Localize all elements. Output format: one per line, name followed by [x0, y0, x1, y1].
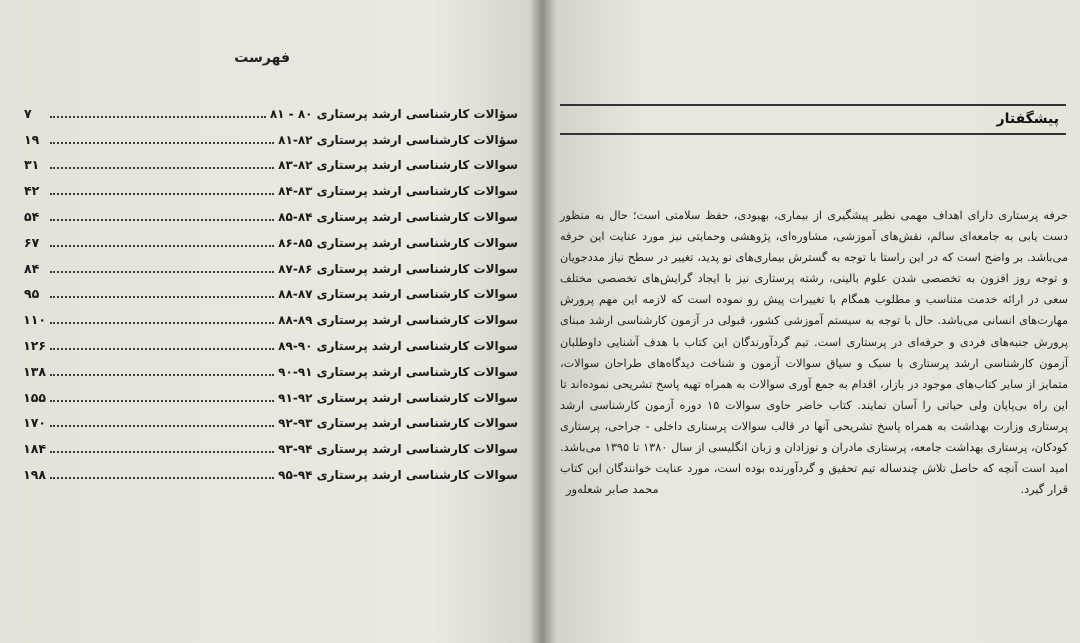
toc-entry-label: سؤالات کارشناسی ارشد پرستاری ۸۰ - ۸۱: [269, 106, 518, 121]
toc-row: [24, 302, 518, 328]
toc-row: [24, 122, 518, 148]
top-rule: [560, 104, 1066, 106]
toc-page-number: ۱۲۶: [23, 337, 46, 353]
toc-page-number: ۱۹: [24, 131, 40, 147]
toc-row: [24, 148, 518, 174]
toc-row: [24, 225, 518, 251]
toc-entry-label: سوالات کارشناسی ارشد پرستاری ۸۲-۸۳: [278, 158, 518, 173]
toc-row: [24, 173, 518, 199]
toc-page-number: ۴۲: [24, 183, 40, 199]
toc-row: [24, 96, 518, 122]
toc-list: [24, 96, 518, 483]
toc-row: [24, 431, 518, 457]
toc-entry-label: سؤالات کارشناسی ارشد پرستاری ۸۲-۸۱: [278, 132, 518, 147]
toc-entry-label: سوالات کارشناسی ارشد پرستاری ۹۰-۸۹: [278, 338, 518, 353]
toc-entry-label: سوالات کارشناسی ارشد پرستاری ۹۱-۹۰: [278, 364, 518, 379]
toc-entry-label: سوالات کارشناسی ارشد پرستاری ۹۳-۹۲: [278, 416, 518, 431]
toc-page-number: ۶۷: [24, 234, 40, 250]
toc-entry-label: سوالات کارشناسی ارشد پرستاری ۸۷-۸۸: [278, 287, 518, 302]
toc-page-number: ۱۷۰: [23, 415, 46, 431]
toc-page-number: ۱۳۸: [23, 363, 46, 379]
toc-page-number: ۱۵۵: [23, 389, 46, 405]
bottom-rule: [560, 133, 1066, 135]
toc-dot-leader: [50, 218, 274, 221]
toc-entry-label: سوالات کارشناسی ارشد پرستاری ۹۴-۹۵: [278, 467, 518, 482]
preface-page: [548, 0, 1080, 643]
toc-page-number: ۱۸۴: [23, 441, 46, 457]
toc-dot-leader: [50, 295, 274, 298]
toc-dot-leader: [50, 399, 274, 402]
toc-row: [24, 457, 518, 483]
toc-dot-leader: [50, 166, 274, 169]
toc-row: [24, 277, 518, 303]
toc-page-number: ۸۴: [24, 260, 40, 276]
toc-row: [24, 199, 518, 225]
toc-entry-label: سوالات کارشناسی ارشد پرستاری ۸۶-۸۷: [278, 261, 518, 276]
toc-dot-leader: [50, 270, 274, 273]
toc-page-number: ۹۵: [24, 286, 40, 302]
toc-page-number: ۱۱۰: [23, 312, 46, 328]
toc-dot-leader: [50, 424, 274, 427]
toc-page-number: ۳۱: [24, 157, 40, 173]
toc-entry-label: سوالات کارشناسی ارشد پرستاری ۸۳-۸۴: [278, 184, 518, 199]
toc-dot-leader: [50, 321, 274, 324]
toc-row: [24, 328, 518, 354]
toc-entry-label: سوالات کارشناسی ارشد پرستاری ۸۹-۸۸: [278, 313, 518, 328]
toc-dot-leader: [50, 115, 266, 118]
toc-entry-label: سوالات کارشناسی ارشد پرستاری ۹۴-۹۳: [278, 442, 518, 457]
toc-page-number: ۵۴: [24, 208, 40, 224]
toc-entry-label: سوالات کارشناسی ارشد پرستاری ۹۲-۹۱: [278, 390, 518, 405]
toc-entry-label: سوالات کارشناسی ارشد پرستاری ۸۴-۸۵: [278, 209, 518, 224]
toc-dot-leader: [50, 192, 274, 195]
preface-body: حرفه پرستاری دارای اهداف مهمی نظیر پیشگیری از بیماری، بهبودی، حفظ سلامتی است؛ حال به منظور دست یابی به جامعه‌ای سالم، نقش‌های آموزشی، مشاوره‌ای، پژوهشی وحمایتی نیز مورد عنایت این حرفه می‌باشد. بر واضح است که در این راستا با توجه به گسترش بیماری‌های نو پدید، تغییر در سطح نیاز مددجویان و توجه روز افزون به تخصصی شدن علوم بالینی، رشته پرستاری نیز با ایجاد گرایش‌های تخصصی مختلف سعی در ارائه خدمت متناسب و مطلوب همگام با تغییرات پیش رو نموده است که لازمه این مهم پرورش مهارت‌های انسانی می‌باشد. حال با توجه به سیستم آموزشی کشور، قبولی در آزمون کارشناسی ارشد مبنای پرورش جنبه‌های فردی و حرفه‌ای در پرستاری است. تیم گردآورندگان این کتاب با هدف آشنایی داوطلبان آزمون کارشناسی ارشد پرستاری با سبک و سیاق سوالات آزمون و شناخت دیدگاه‌های طراحان سوالات، متمایز از سایر کتاب‌های موجود در بازار، اقدام به جمع آوری سوالات به همراه تهیه پاسخ تشریحی نموده‌اند تا این راه بی‌پایان ولی حیاتی را آسان نمایند. کتاب حاضر حاوی سوالات ۱۵ دوره آزمون کارشناسی ارشد پرستاری وزارت بهداشت به همراه پاسخ تشریحی آنها در قالب سوالات پرستاری داخلی - جراحی، پرستاری کودکان، پرستاری بهداشت جامعه، پرستاری مادران و نوزادان و زبان انگلیسی از سال ۱۳۸۰ تا ۱۳۹۵ می‌باشد. امید است آنچه که حاصل تلاش چندساله تیم تحقیق و گردآورنده بوده است، مورد عنایت خوانندگان این کتاب قرار گیرد.: [560, 209, 1068, 497]
toc-dot-leader: [50, 141, 274, 144]
toc-row: [24, 380, 518, 406]
toc-page-number: ۱۹۸: [23, 466, 46, 482]
toc-dot-leader: [50, 476, 274, 479]
toc-row: [24, 251, 518, 277]
toc-row: [24, 354, 518, 380]
toc-dot-leader: [50, 373, 274, 376]
toc-dot-leader: [50, 450, 274, 453]
toc-page-number: ۷: [24, 105, 32, 121]
toc-row: [24, 406, 518, 432]
toc-dot-leader: [50, 347, 274, 350]
toc-dot-leader: [50, 244, 274, 247]
toc-entry-label: سوالات کارشناسی ارشد پرستاری ۸۵-۸۶: [278, 235, 518, 250]
preface-title: پیشگفتار: [996, 111, 1059, 127]
toc-title: فهرست: [234, 50, 290, 66]
preface-signature: محمد صابر شعله‌ور: [566, 482, 659, 496]
